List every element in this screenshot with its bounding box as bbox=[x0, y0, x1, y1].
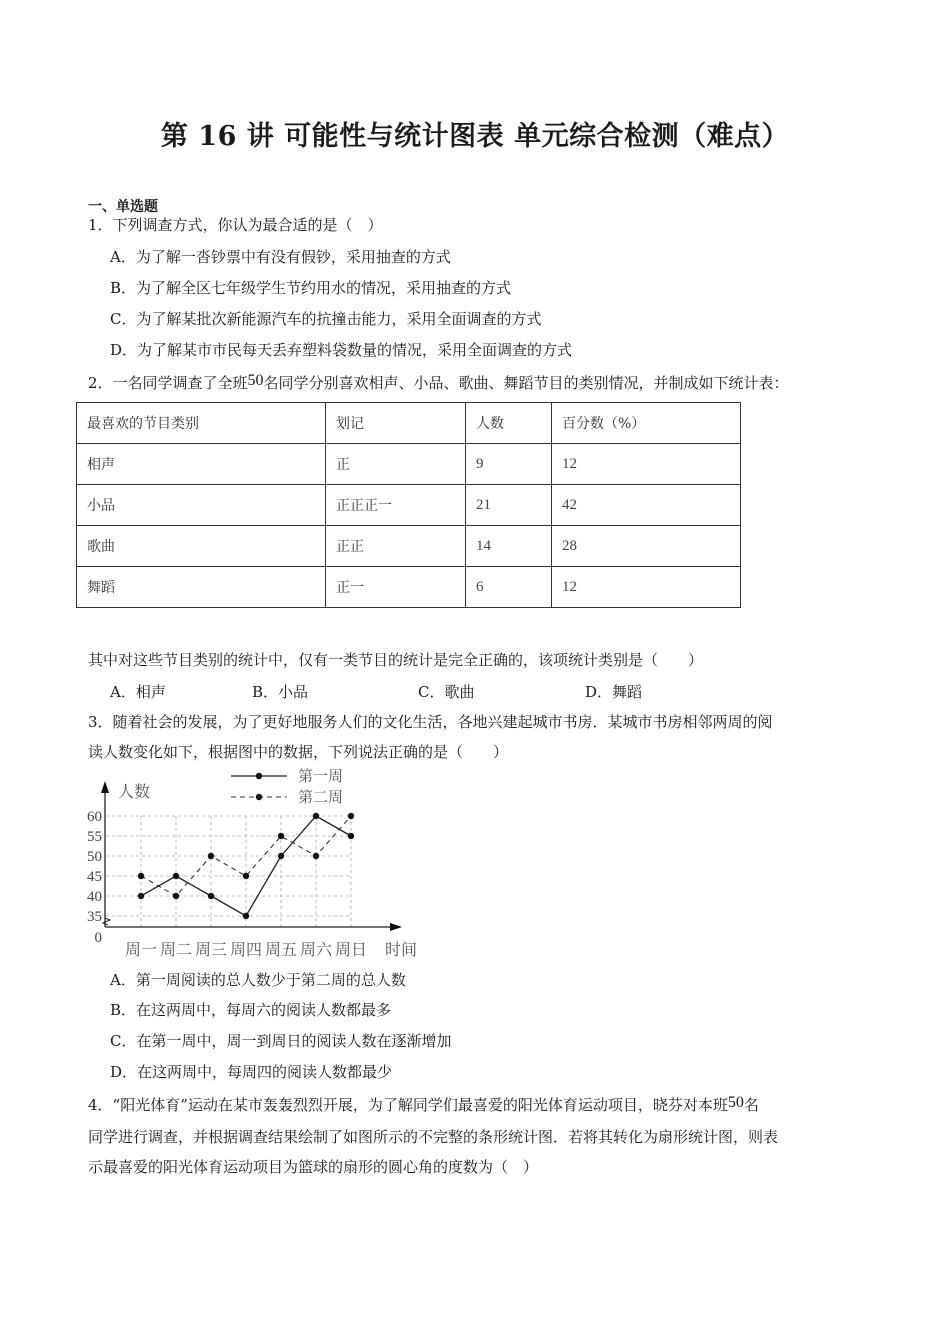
table-cell: 歌曲 bbox=[77, 526, 326, 567]
svg-text:周日: 周日 bbox=[334, 942, 368, 959]
question-3-stem-line-1: 3．随着社会的发展，为了更好地服务人们的文化生活，各地兴建起城市书房．某城市书房相邻两周的阅 bbox=[88, 713, 773, 731]
data-point bbox=[173, 893, 179, 899]
table-cell: 正一 bbox=[326, 567, 466, 608]
table-row bbox=[77, 444, 741, 485]
table-cell: 12 bbox=[552, 567, 741, 608]
table-row bbox=[77, 485, 741, 526]
svg-text:40: 40 bbox=[87, 889, 102, 905]
question-2-option-c: C．歌曲 bbox=[418, 683, 475, 701]
question-3-option-a: A．第一周阅读的总人数少于第二周的总人数 bbox=[110, 971, 406, 989]
table-cell: 28 bbox=[552, 526, 741, 567]
question-2-stem-pre: 2．一名同学调查了全班 bbox=[88, 374, 248, 392]
reading-line-chart bbox=[80, 765, 430, 965]
legend-label-week1: 第一周 bbox=[298, 769, 344, 785]
chart-grid bbox=[106, 816, 352, 927]
question-2-stem bbox=[88, 372, 789, 393]
table-row bbox=[77, 526, 741, 567]
question-1-option-a: A．为了解一沓钞票中有没有假钞，采用抽查的方式 bbox=[110, 248, 451, 266]
section-heading: 一、单选题 bbox=[88, 199, 158, 215]
svg-text:35: 35 bbox=[87, 909, 102, 925]
question-4-stem-line-2: 同学进行调查，并根据调查结果绘制了如图所示的不完整的条形统计图．若将其转化为扇形统计图，则表 bbox=[88, 1128, 779, 1146]
table-cell: 9 bbox=[466, 444, 552, 485]
y-axis-label: 人数 bbox=[118, 784, 151, 801]
data-point bbox=[243, 873, 249, 879]
data-point bbox=[348, 833, 354, 839]
svg-text:周三: 周三 bbox=[194, 942, 228, 959]
table-cell: 正 bbox=[326, 444, 466, 485]
question-4-stem-line-3: 示最喜爱的阳光体育运动项目为篮球的扇形的圆心角的度数为（ ） bbox=[88, 1158, 539, 1176]
axis-break-icon bbox=[103, 918, 110, 925]
data-point bbox=[313, 813, 319, 819]
question-1-option-b: B．为了解全区七年级学生节约用水的情况，采用抽查的方式 bbox=[110, 279, 512, 297]
page-title: 第 16 讲 可能性与统计图表 单元综合检测（难点） bbox=[160, 121, 790, 152]
question-2-option-a: A．相声 bbox=[110, 683, 166, 701]
data-point bbox=[208, 893, 214, 899]
x-axis-label: 时间 bbox=[385, 942, 418, 959]
x-tick-labels bbox=[125, 941, 367, 959]
table-cell: 正正正一 bbox=[326, 485, 466, 526]
svg-text:60: 60 bbox=[87, 809, 102, 825]
table-cell: 舞蹈 bbox=[77, 567, 326, 608]
question-2-number: 50 bbox=[247, 372, 264, 389]
data-point bbox=[243, 913, 249, 919]
data-point bbox=[208, 853, 214, 859]
question-3-option-b: B．在这两周中，每周六的阅读人数都最多 bbox=[110, 1001, 392, 1019]
table-cell: 6 bbox=[466, 567, 552, 608]
y-tick-labels bbox=[87, 809, 102, 946]
question-1-stem: 1．下列调查方式，你认为最合适的是（ ） bbox=[88, 216, 383, 234]
table-header-cell: 划记 bbox=[326, 403, 466, 444]
chart-legend bbox=[231, 768, 343, 806]
svg-text:周二: 周二 bbox=[159, 942, 193, 959]
data-point bbox=[138, 893, 144, 899]
question-3-option-c: C．在第一周中，周一到周日的阅读人数在逐渐增加 bbox=[110, 1032, 452, 1050]
question-2-option-d: D．舞蹈 bbox=[585, 683, 643, 701]
question-3-stem-line-2: 读人数变化如下，根据图中的数据，下列说法正确的是（ ） bbox=[88, 743, 509, 761]
table-header-cell: 百分数（%） bbox=[552, 403, 741, 444]
table-cell: 相声 bbox=[77, 444, 326, 485]
data-point bbox=[138, 873, 144, 879]
table-header-cell: 最喜欢的节目类别 bbox=[77, 403, 326, 444]
table-cell: 12 bbox=[552, 444, 741, 485]
table-header-row bbox=[77, 403, 741, 444]
question-4-line-1-post: 名 bbox=[743, 1096, 759, 1114]
svg-text:周六: 周六 bbox=[299, 942, 333, 959]
table-cell: 小品 bbox=[77, 485, 326, 526]
question-2-stem-post: 名同学分别喜欢相声、小品、歌曲、舞蹈节目的类别情况，并制成如下统计表： bbox=[263, 374, 789, 392]
svg-text:周五: 周五 bbox=[264, 942, 298, 959]
svg-text:周一: 周一 bbox=[124, 942, 158, 959]
table-row bbox=[77, 567, 741, 608]
svg-text:45: 45 bbox=[87, 869, 102, 885]
x-axis-arrow-icon bbox=[390, 923, 402, 931]
legend-label-week2: 第二周 bbox=[298, 790, 344, 806]
table-cell: 14 bbox=[466, 526, 552, 567]
table-cell: 21 bbox=[466, 485, 552, 526]
data-point bbox=[348, 813, 354, 819]
question-4-stem-line-1 bbox=[88, 1094, 759, 1115]
question-1-option-c: C．为了解某批次新能源汽车的抗撞击能力，采用全面调查的方式 bbox=[110, 310, 542, 328]
svg-text:55: 55 bbox=[87, 829, 102, 845]
question-1-option-d: D．为了解某市市民每天丢弃塑料袋数量的情况，采用全面调查的方式 bbox=[110, 341, 573, 359]
table-cell: 42 bbox=[552, 485, 741, 526]
svg-text:0: 0 bbox=[94, 930, 102, 946]
data-point bbox=[278, 833, 284, 839]
question-4-line-1-pre: 4．“阳光体育”运动在某市轰轰烈烈开展，为了解同学们最喜爱的阳光体育运动项目，晓芬对本班 bbox=[88, 1096, 728, 1114]
question-2-followup: 其中对这些节目类别的统计中，仅有一类节目的统计是完全正确的，该项统计类别是（ ） bbox=[88, 651, 704, 669]
question-4-number: 50 bbox=[727, 1094, 744, 1111]
y-axis-arrow-icon bbox=[101, 781, 109, 793]
table-header-cell: 人数 bbox=[466, 403, 552, 444]
svg-text:周四: 周四 bbox=[229, 942, 263, 959]
svg-text:50: 50 bbox=[87, 849, 102, 865]
table-cell: 正正 bbox=[326, 526, 466, 567]
statistics-table bbox=[76, 402, 741, 608]
data-point bbox=[173, 873, 179, 879]
question-2-option-b: B．小品 bbox=[252, 683, 309, 701]
question-3-option-d: D．在这两周中，每周四的阅读人数都最少 bbox=[110, 1063, 393, 1081]
data-point bbox=[313, 853, 319, 859]
data-point bbox=[278, 853, 284, 859]
